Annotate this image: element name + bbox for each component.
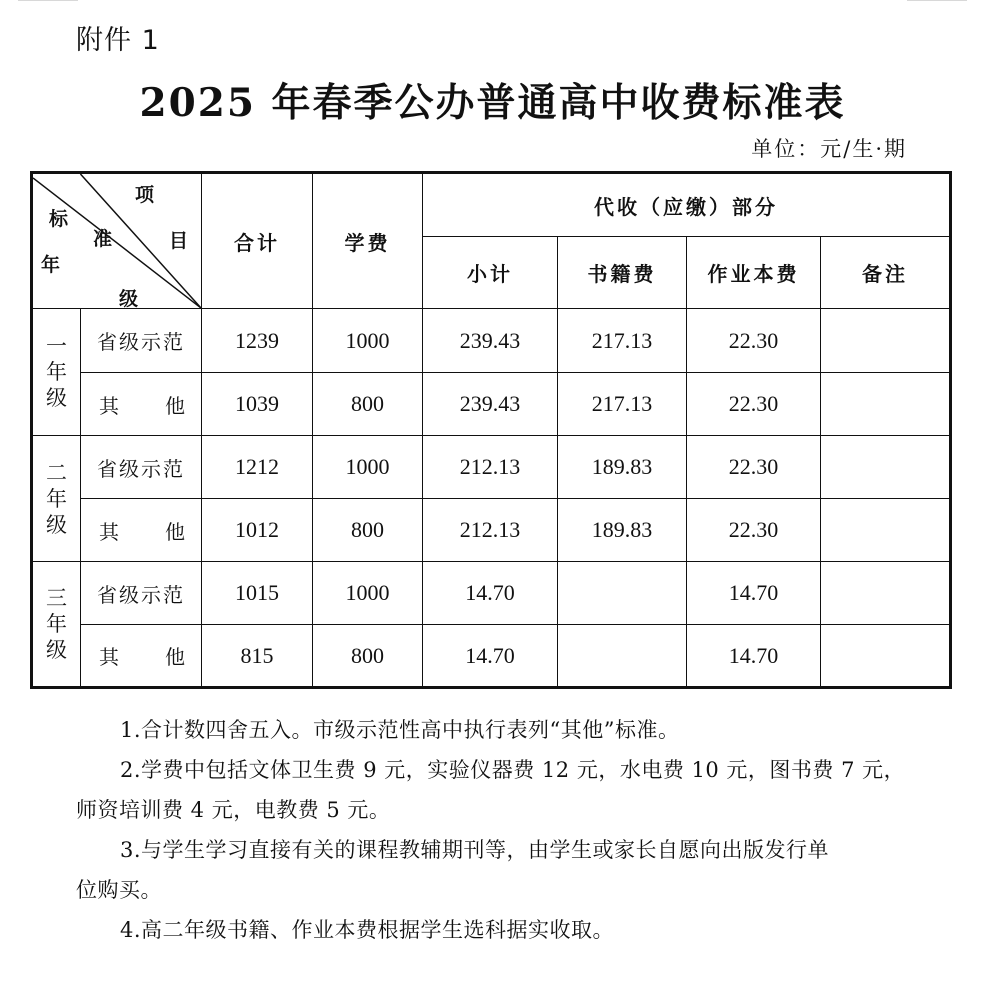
header-collected: 代收（应缴）部分 <box>423 173 951 237</box>
subtotal-cell: 14.70 <box>423 625 558 688</box>
note-3-continued: 位购买。 <box>76 878 162 902</box>
category-char: 他 <box>165 645 185 669</box>
header-tuition: 学费 <box>313 173 423 309</box>
tuition-cell: 800 <box>313 625 423 688</box>
category-char: 其 <box>99 645 119 669</box>
diag-label-item: 项 <box>135 184 155 206</box>
books-cell: 189.83 <box>558 436 687 499</box>
remark-cell <box>821 373 951 436</box>
note-3: 3.与学生学习直接有关的课程教辅期刊等，由学生或家长自愿向出版发行单 <box>120 838 830 862</box>
category-char: 其 <box>99 519 119 544</box>
subtotal-cell: 212.13 <box>423 499 558 562</box>
total-cell: 1039 <box>202 373 313 436</box>
unit-label: 单位：元/生·期 <box>751 137 907 161</box>
remark-cell <box>821 436 951 499</box>
grade-char: 年 <box>46 486 67 511</box>
diag-label-standard-1: 标 <box>49 208 69 230</box>
workbook-cell: 22.30 <box>687 309 821 373</box>
tuition-cell: 1000 <box>313 436 423 499</box>
subtotal-cell: 212.13 <box>423 436 558 499</box>
remark-cell <box>821 309 951 373</box>
category-cell: 省级示范 <box>81 436 202 499</box>
grade-char: 级 <box>46 638 67 662</box>
workbook-cell: 22.30 <box>687 373 821 436</box>
table-row <box>32 562 951 625</box>
tuition-cell: 1000 <box>313 562 423 625</box>
grade-char: 年 <box>46 360 67 384</box>
fee-table <box>30 171 952 689</box>
header-workbook: 作业本费 <box>687 237 821 309</box>
books-cell: 217.13 <box>558 309 687 373</box>
books-cell: 217.13 <box>558 373 687 436</box>
total-cell: 1239 <box>202 309 313 373</box>
note-4: 4.高二年级书籍、作业本费根据学生选科据实收取。 <box>120 918 615 942</box>
grade-char: 级 <box>46 512 67 537</box>
books-cell: 189.83 <box>558 499 687 562</box>
tuition-cell: 800 <box>313 373 423 436</box>
grade-cell-1 <box>32 309 81 436</box>
diagonal-header-cell <box>32 173 202 309</box>
table-row <box>32 499 951 562</box>
table-row <box>32 309 951 373</box>
total-cell: 1212 <box>202 436 313 499</box>
document-title: 2025 年春季公办普通高中收费标准表 <box>139 80 846 126</box>
table-row <box>32 625 951 688</box>
workbook-cell: 14.70 <box>687 625 821 688</box>
note-2: 2.学费中包括文体卫生费 9 元，实验仪器费 12 元，水电费 10 元，图书费 7 元， <box>120 758 906 782</box>
remark-cell <box>821 562 951 625</box>
total-cell: 815 <box>202 625 313 688</box>
remark-cell <box>821 625 951 688</box>
category-cell <box>81 625 202 688</box>
grade-char: 年 <box>46 612 67 636</box>
diag-label-item-2: 目 <box>169 230 189 252</box>
page-corner-mark-left <box>18 0 78 3</box>
total-cell: 1012 <box>202 499 313 562</box>
diag-label-standard-2: 准 <box>93 228 113 250</box>
header-remark: 备注 <box>821 237 951 309</box>
category-char: 他 <box>165 519 185 544</box>
subtotal-cell: 14.70 <box>423 562 558 625</box>
category-cell <box>81 499 202 562</box>
table-row <box>32 436 951 499</box>
grade-cell-2 <box>32 436 81 562</box>
books-cell <box>558 625 687 688</box>
category-cell: 省级示范 <box>81 562 202 625</box>
header-total: 合计 <box>202 173 313 309</box>
remark-cell <box>821 499 951 562</box>
grade-char: 级 <box>46 386 67 410</box>
diag-label-grade-2: 级 <box>119 288 139 310</box>
grade-char: 三 <box>46 586 67 610</box>
workbook-cell: 22.30 <box>687 436 821 499</box>
diag-label-grade-1: 年 <box>41 254 61 276</box>
note-1: 1.合计数四舍五入。市级示范性高中执行表列“其他”标准。 <box>120 718 680 742</box>
category-cell: 省级示范 <box>81 309 202 373</box>
total-cell: 1015 <box>202 562 313 625</box>
workbook-cell: 14.70 <box>687 562 821 625</box>
tuition-cell: 800 <box>313 499 423 562</box>
category-char: 其 <box>99 393 119 418</box>
grade-cell-3 <box>32 562 81 688</box>
category-char: 他 <box>165 393 185 418</box>
page-corner-mark-right <box>907 0 967 3</box>
subtotal-cell: 239.43 <box>423 373 558 436</box>
header-books: 书籍费 <box>558 237 687 309</box>
workbook-cell: 22.30 <box>687 499 821 562</box>
grade-char: 一 <box>46 334 67 358</box>
subtotal-cell: 239.43 <box>423 309 558 373</box>
attachment-label: 附件 1 <box>76 25 160 56</box>
header-subtotal: 小计 <box>423 237 558 309</box>
table-row <box>32 373 951 436</box>
notes-section <box>76 710 916 950</box>
tuition-cell: 1000 <box>313 309 423 373</box>
category-cell <box>81 373 202 436</box>
books-cell <box>558 562 687 625</box>
grade-char: 二 <box>46 460 67 485</box>
note-2-continued: 师资培训费 4 元，电教费 5 元。 <box>76 798 391 822</box>
